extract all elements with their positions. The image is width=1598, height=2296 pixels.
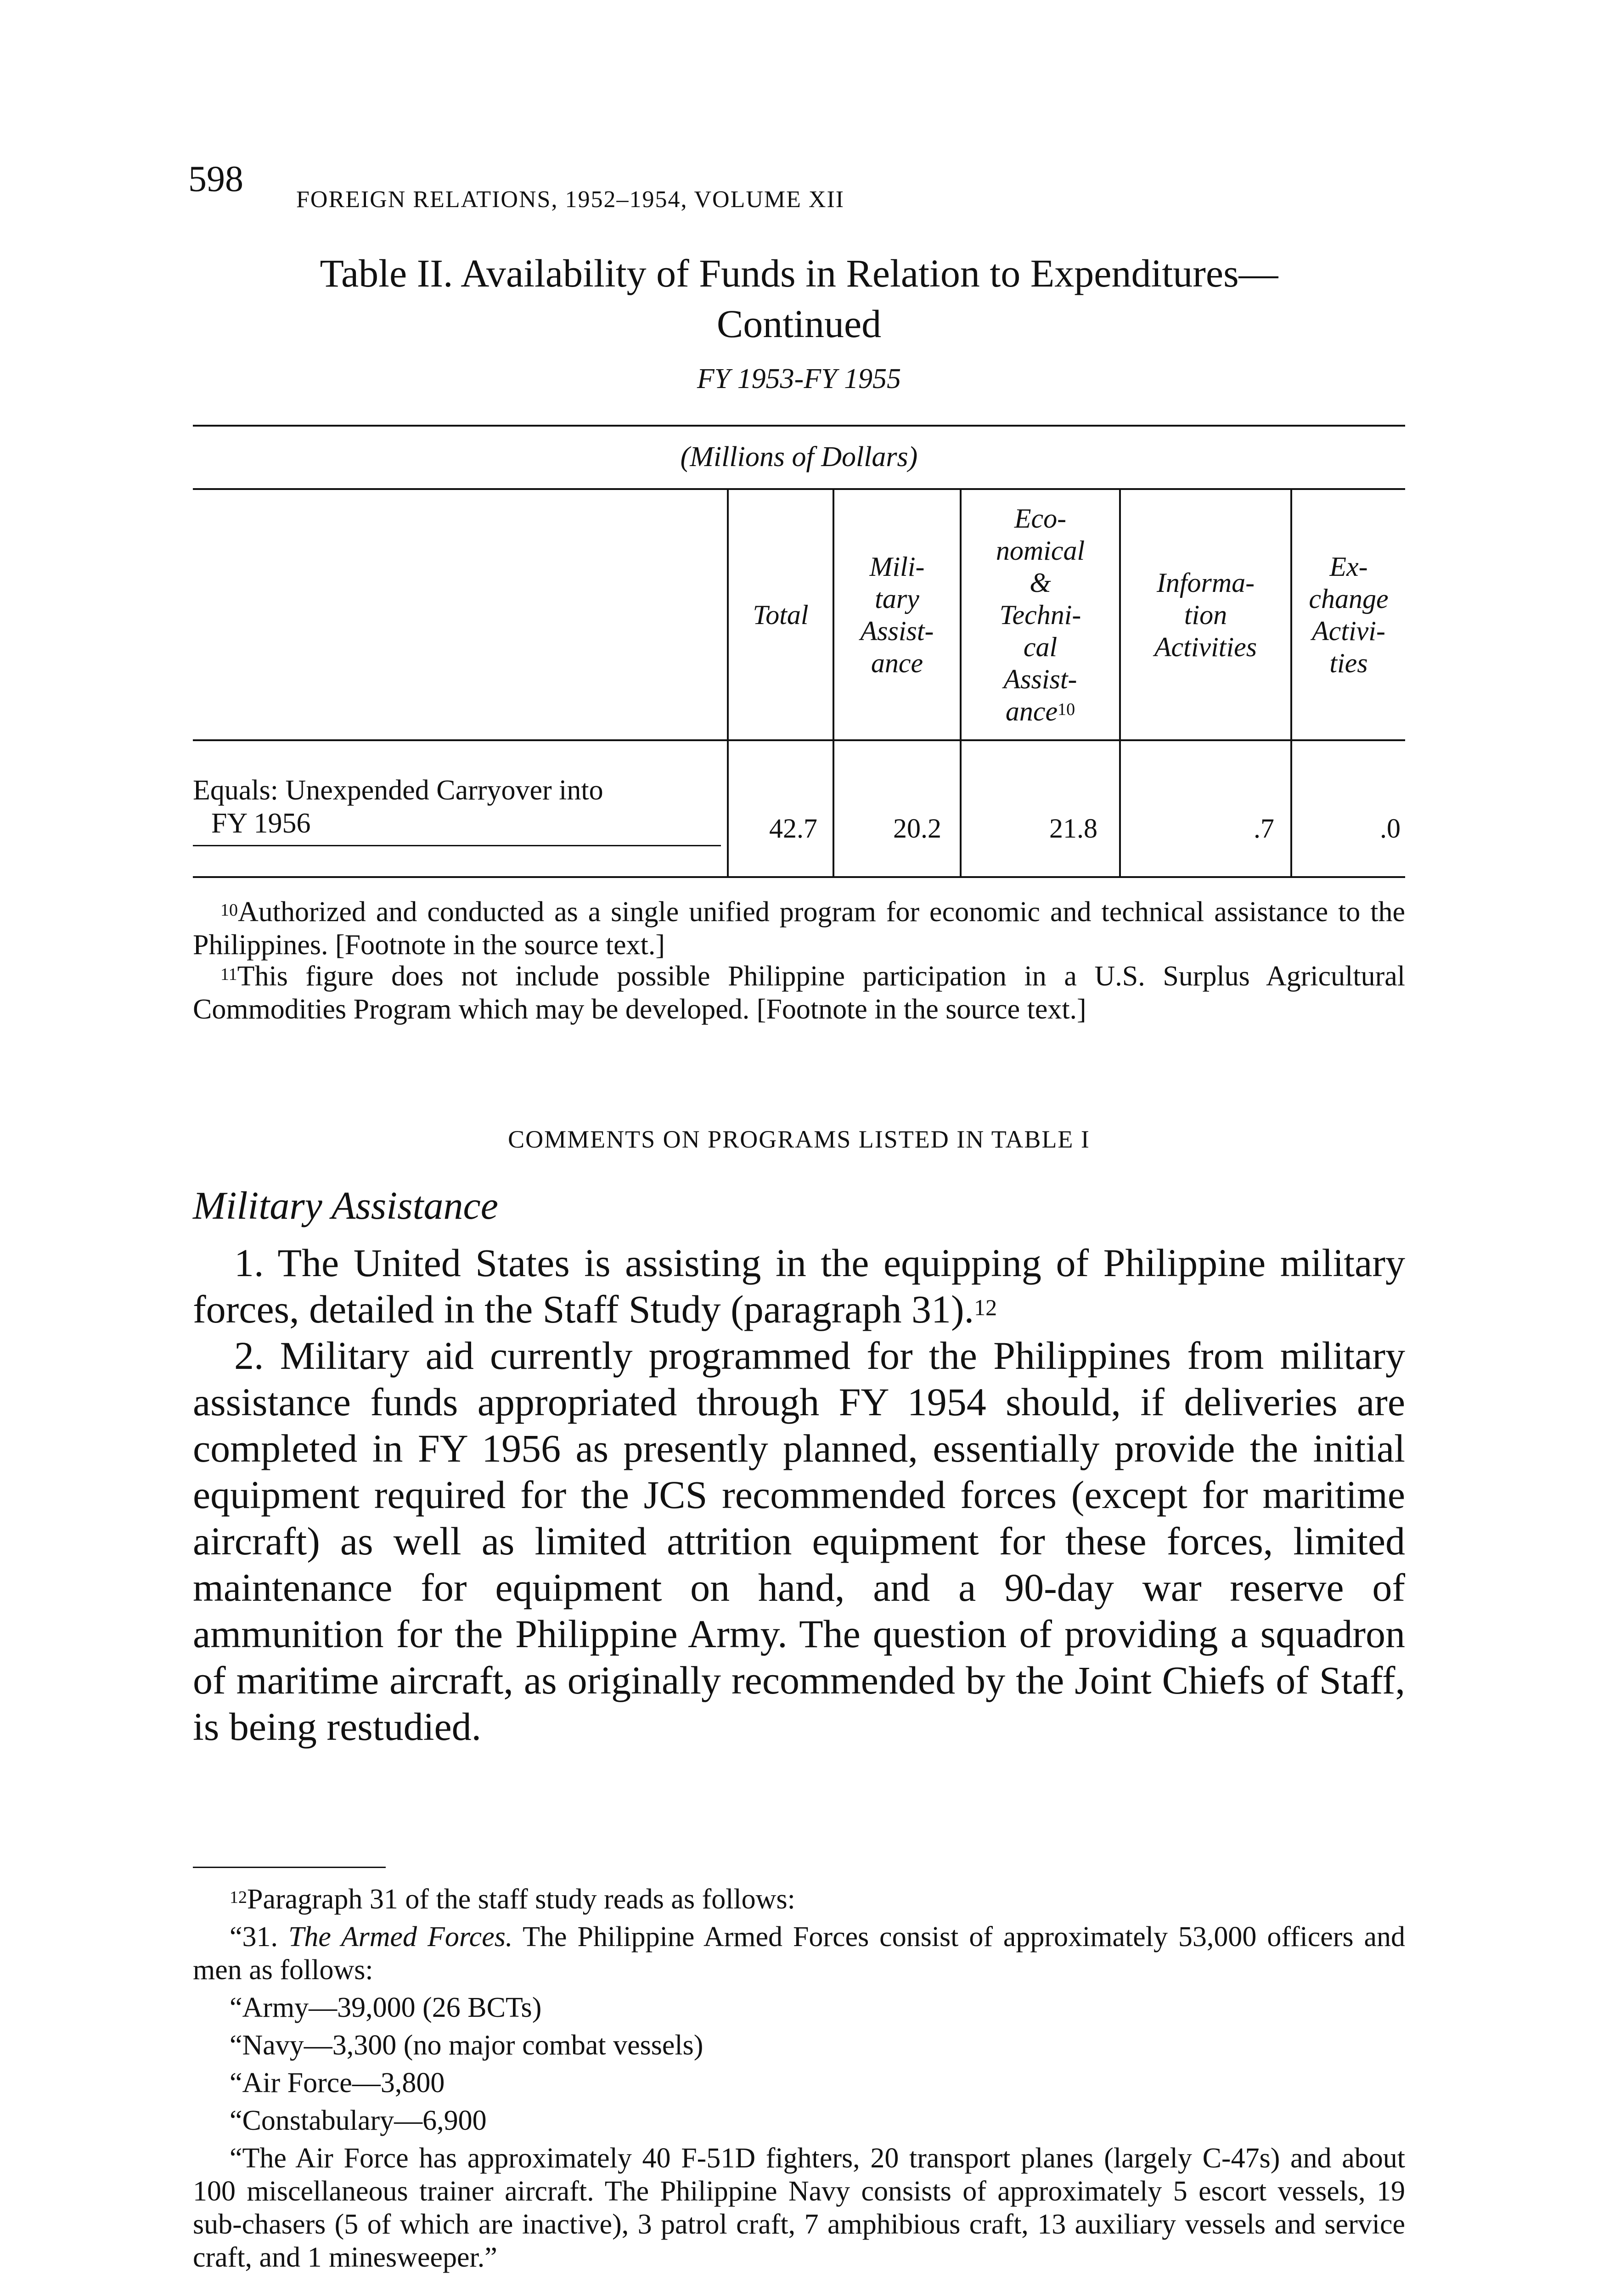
col-head-economic: Eco- nomical & Techni- cal Assist- ance$^{10}$ (996, 503, 1085, 726)
table-rule-top (193, 425, 1405, 427)
footnote-ref-10[interactable]: 10 (1058, 699, 1075, 719)
footnote-ref-12[interactable]: 12 (974, 1294, 997, 1320)
row-separator (193, 845, 721, 846)
table-row-label: Equals: Unexpended Carryover into FY 1956 (193, 775, 603, 839)
col-head-exchange: Ex- change Activi- ties (1309, 551, 1389, 678)
section-heading: COMMENTS ON PROGRAMS LISTED IN TABLE I (508, 1125, 1090, 1153)
table-subtitle: FY 1953-FY 1955 (697, 363, 901, 394)
table-title-line2: Continued (716, 302, 882, 346)
running-title: FOREIGN RELATIONS, 1952–1954, VOLUME XII (296, 186, 845, 213)
paragraph-1: 1. The United States is assisting in the equipping of Philippine military forces, detailed in the Staff Study (paragraph 31).$^{12}$ (193, 1241, 1405, 1331)
cell-military: 20.2 (893, 813, 941, 844)
cell-economic: 21.8 (1049, 813, 1097, 844)
body-text (193, 1240, 1405, 1750)
col-head-total: Total (753, 599, 809, 630)
cell-exchange: .0 (1380, 813, 1401, 844)
footnote-12: $^{12}$Paragraph 31 of the staff study reads as follows: “31. The Armed Forces. The Philippine Armed Forces consist of approximately 53,000 officers and men as follows: “Army—39,000 (26 BCTs) “Navy—3,300 (no major combat vessels) “Air Force—3,800 “Constabulary—6,900 “The Air Force has approximately 40 F-51D fighters, 20 transport planes (largely C-47s) and about 100 miscellaneous trainer aircraft. The Philippine Navy consists of approximately 5 escort vessels, 19 sub-chasers (5 of which are inactive), 3 patrol craft, 7 amphibious craft, 13 auxiliary vessels and service craft, and 1 minesweeper.” (193, 1884, 1405, 2273)
section-subheading: Military Assistance (193, 1183, 498, 1227)
table-title-line1: Table II. Availability of Funds in Relation to Expenditures— (320, 251, 1278, 295)
table-rule-bottom (193, 876, 1405, 878)
footnote-divider (193, 1867, 386, 1868)
cell-total: 42.7 (769, 813, 817, 844)
col-head-information: Informa- tion Activities (1154, 567, 1257, 662)
table-footnote-11: $^{11}$This figure does not include possible Philippine participation in a U.S. Surplus Agricultural Commodities Program which may be developed. [Footnote in the source text.] (193, 961, 1405, 1025)
cell-information: .7 (1254, 813, 1274, 844)
table-title (193, 248, 1405, 349)
table-units: (Millions of Dollars) (680, 441, 918, 473)
paragraph-2: 2. Military aid currently programmed for the Philippines from military assistance funds appropriated through FY 1954 should, if deliveries are completed in FY 1956 as presently planned, essentially provide the initial equipment required for the JCS recommended forces (except for maritime aircraft) as well as limited attrition equipment for these forces, limited maintenance for equipment on hand, and a 90-day war reserve of ammunition for the Philippine Army. The question of providing a squadron of maritime aircraft, as originally recommended by the Joint Chiefs of Staff, is being restudied. (193, 1334, 1405, 1749)
page-number: 598 (188, 159, 243, 199)
table-rule-header-bottom (193, 739, 1405, 741)
col-head-military: Mili- tary Assist- ance (860, 551, 934, 678)
table-footnote-10: $^{10}$Authorized and conducted as a single unified program for economic and technical assistance to the Philippines. [Footnote in the source text.] (193, 896, 1405, 961)
